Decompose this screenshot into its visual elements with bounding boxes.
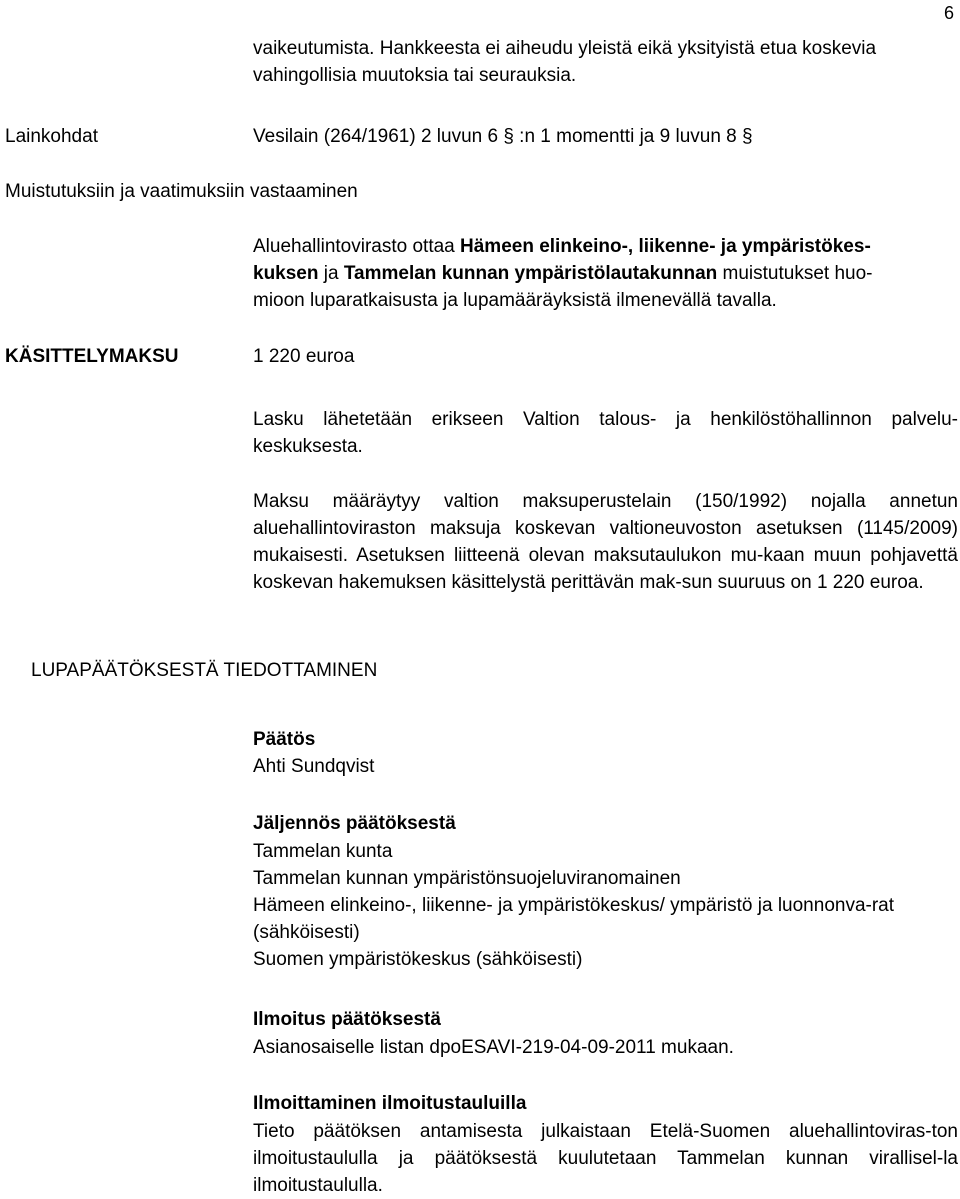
- kasittelymaksu-amount: 1 220 euroa: [253, 346, 355, 367]
- hame-ely-name-cont: kuksen: [253, 263, 319, 284]
- muistutukset-text: muistutukset huo-: [717, 263, 873, 284]
- page-number: 6: [943, 3, 954, 23]
- list-item: Suomen ympäristökeskus (sähköisesti): [253, 949, 583, 970]
- muistutukset-paragraph: [253, 233, 958, 314]
- tammela-board-name: Tammelan kunnan ympäristölautakunnan: [343, 263, 718, 284]
- intro-paragraph: [253, 35, 958, 89]
- ilmoittaminen-heading: Ilmoittaminen ilmoitustauluilla: [253, 1093, 527, 1114]
- list-item: Tammelan kunta: [253, 841, 393, 862]
- muistutukset-text: ja: [318, 263, 344, 284]
- hame-ely-name: Hämeen elinkeino-, liikenne- ja ympäristökes-: [460, 236, 871, 257]
- intro-line-2: vahingollisia muutoksia tai seurauksia.: [253, 65, 577, 86]
- muistutukset-line-3: mioon luparatkaisusta ja lupamääräyksistä ilmenevällä tavalla.: [253, 290, 777, 311]
- paatos-heading: Päätös: [253, 729, 316, 750]
- list-item: Hämeen elinkeino-, liikenne- ja ympäristökeskus/ ympäristö ja luonnonva-rat (sähköisesti): [253, 895, 895, 943]
- jaljennos-heading: Jäljennös päätöksestä: [253, 813, 456, 834]
- lainkohdat-text: Vesilain (264/1961) 2 luvun 6 § :n 1 momentti ja 9 luvun 8 §: [253, 126, 753, 147]
- intro-line-1: vaikeutumista. Hankkeesta ei aiheudu yleistä eikä yksityistä etua koskevia: [253, 38, 877, 59]
- jaljennos-list: [253, 838, 958, 973]
- muistutukset-heading: Muistutuksiin ja vaatimuksiin vastaaminen: [5, 181, 358, 202]
- kasittelymaksu-heading: KÄSITTELYMAKSU: [5, 346, 179, 367]
- muistutukset-line-2: [253, 260, 958, 287]
- invoice-paragraph: Lasku lähetetään erikseen Valtion talous- ja henkilöstöhallinnon palvelu-keskuksesta.: [253, 409, 958, 457]
- muistutukset-text: Aluehallintovirasto ottaa: [253, 236, 461, 257]
- list-item: Tammelan kunnan ympäristönsuojeluviranomainen: [253, 868, 681, 889]
- ilmoitus-text: Asianosaiselle listan dpoESAVI-219-04-09-2011 mukaan.: [253, 1037, 734, 1058]
- fee-basis-paragraph: Maksu määräytyy valtion maksuperustelain (150/1992) nojalla annetun aluehallintoviraston maksuja koskevan valtioneuvoston asetuksen (1145/2009) mukaisesti. Asetuksen liitteenä olevan maksutaulukon mu-kaan muun pohjavettä koskevan hakemuksen käsittelystä perittävän mak-sun suuruus on 1 220 euroa.: [253, 491, 958, 593]
- ilmoittaminen-text: Tieto päätöksen antamisesta julkaistaan Etelä-Suomen aluehallintoviras-ton ilmoitustaululla ja päätöksestä kuulutetaan Tammelan kunnan virallisel-la ilmoitustaululla.: [253, 1121, 958, 1196]
- lainkohdat-label: Lainkohdat: [5, 126, 98, 147]
- muistutukset-line-1: [253, 233, 958, 260]
- paatos-name: Ahti Sundqvist: [253, 756, 375, 777]
- ilmoitus-heading: Ilmoitus päätöksestä: [253, 1009, 441, 1030]
- lupapaatos-heading: LUPAPÄÄTÖKSESTÄ TIEDOTTAMINEN: [31, 660, 378, 681]
